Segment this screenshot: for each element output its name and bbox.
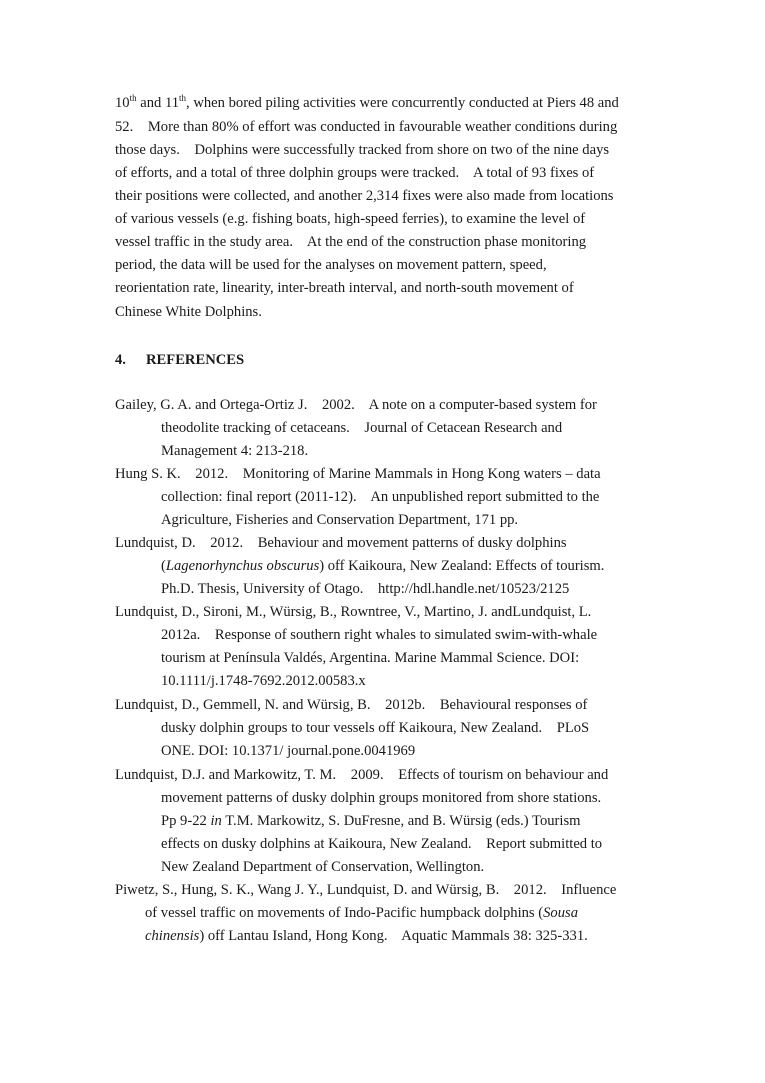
reference-line: Ph.D. Thesis, University of Otago. http://hdl.handle.net/10523/2125 — [161, 581, 570, 597]
text-fragment: ( — [161, 558, 166, 574]
reference-item — [115, 463, 655, 532]
body-line: vessel traffic in the study area. At the end of the construction phase monitoring — [115, 234, 587, 250]
section-number: 4. — [115, 352, 126, 368]
text-fragment: 10 — [115, 95, 130, 111]
reference-line: Hung S. K. 2012. Monitoring of Marine Mammals in Hong Kong waters – data — [115, 466, 601, 482]
body-line: Chinese White Dolphins. — [115, 304, 262, 320]
text-fragment: ) off Lantau Island, Hong Kong. Aquatic Mammals 38: 325-331. — [199, 928, 588, 944]
body-line: of various vessels (e.g. fishing boats, high-speed ferries), to examine the level of — [115, 211, 586, 227]
reference-line: ONE. DOI: 10.1371/ journal.pone.0041969 — [161, 743, 416, 759]
reference-item — [115, 694, 655, 763]
body-line — [115, 92, 619, 115]
reference-line: Lundquist, D., Sironi, M., Würsig, B., Rowntree, V., Martino, J. andLundquist, L. — [115, 604, 592, 620]
body-line: period, the data will be used for the analyses on movement pattern, speed, — [115, 257, 547, 273]
italic-word: in — [210, 813, 222, 829]
reference-line: Lundquist, D., Gemmell, N. and Würsig, B. 2012b. Behavioural responses of — [115, 697, 588, 713]
reference-line: Piwetz, S., Hung, S. K., Wang J. Y., Lundquist, D. and Würsig, B. 2012. Influence — [115, 882, 617, 898]
reference-line: Management 4: 213-218. — [161, 443, 309, 459]
reference-line — [115, 810, 655, 833]
reference-line: Lundquist, D. 2012. Behaviour and movement patterns of dusky dolphins — [115, 535, 567, 551]
reference-line — [115, 902, 655, 925]
superscript: th — [129, 93, 137, 103]
body-line: 52. More than 80% of effort was conducted in favourable weather conditions during — [115, 119, 618, 135]
text-fragment: T.M. Markowitz, S. DuFresne, and B. Würsig (eds.) Tourism — [221, 813, 581, 829]
species-name: Lagenorhynchus obscurus — [165, 558, 320, 574]
reference-item — [115, 394, 655, 463]
body-line: reorientation rate, linearity, inter-breath interval, and north-south movement of — [115, 280, 574, 296]
reference-item — [115, 601, 655, 693]
reference-line: Lundquist, D.J. and Markowitz, T. M. 2009. Effects of tourism on behaviour and — [115, 767, 609, 783]
reference-item — [115, 532, 655, 601]
body-line: those days. Dolphins were successfully tracked from shore on two of the nine days — [115, 142, 610, 158]
reference-item — [115, 879, 655, 948]
reference-line: New Zealand Department of Conservation, Wellington. — [161, 859, 485, 875]
superscript: th — [179, 93, 187, 103]
section-title: REFERENCES — [146, 352, 245, 368]
reference-line: effects on dusky dolphins at Kaikoura, New Zealand. Report submitted to — [161, 836, 603, 852]
species-name: chinensis — [145, 928, 200, 944]
reference-line — [115, 925, 655, 948]
reference-line: 2012a. Response of southern right whales to simulated swim-with-whale — [161, 627, 598, 643]
text-fragment: , when bored piling activities were concurrently conducted at Piers 48 and — [186, 95, 619, 111]
body-line: their positions were collected, and another 2,314 fixes were also made from locations — [115, 188, 614, 204]
reference-line — [115, 555, 655, 578]
reference-line: theodolite tracking of cetaceans. Journal of Cetacean Research and — [161, 420, 563, 436]
reference-line: Gailey, G. A. and Ortega-Ortiz J. 2002. A note on a computer-based system for — [115, 397, 597, 413]
text-fragment: Pp 9-22 — [161, 813, 211, 829]
reference-line: dusky dolphin groups to tour vessels off Kaikoura, New Zealand. PLoS — [161, 720, 590, 736]
reference-line: tourism at Península Valdés, Argentina. Marine Mammal Science. DOI: — [161, 650, 580, 666]
section-heading — [115, 349, 244, 372]
text-fragment: ) off Kaikoura, New Zealand: Effects of tourism. — [319, 558, 605, 574]
body-line: of efforts, and a total of three dolphin groups were tracked. A total of 93 fixes of — [115, 165, 595, 181]
species-name: Sousa — [543, 905, 578, 921]
reference-line: Agriculture, Fisheries and Conservation Department, 171 pp. — [161, 512, 519, 528]
reference-item — [115, 764, 655, 879]
text-fragment: of vessel traffic on movements of Indo-Pacific humpback dolphins ( — [145, 905, 544, 921]
reference-line: 10.1111/j.1748-7692.2012.00583.x — [161, 673, 366, 689]
text-fragment: and 11 — [136, 95, 180, 111]
reference-line: movement patterns of dusky dolphin groups monitored from shore stations. — [161, 790, 602, 806]
reference-line: collection: final report (2011-12). An unpublished report submitted to the — [161, 489, 600, 505]
